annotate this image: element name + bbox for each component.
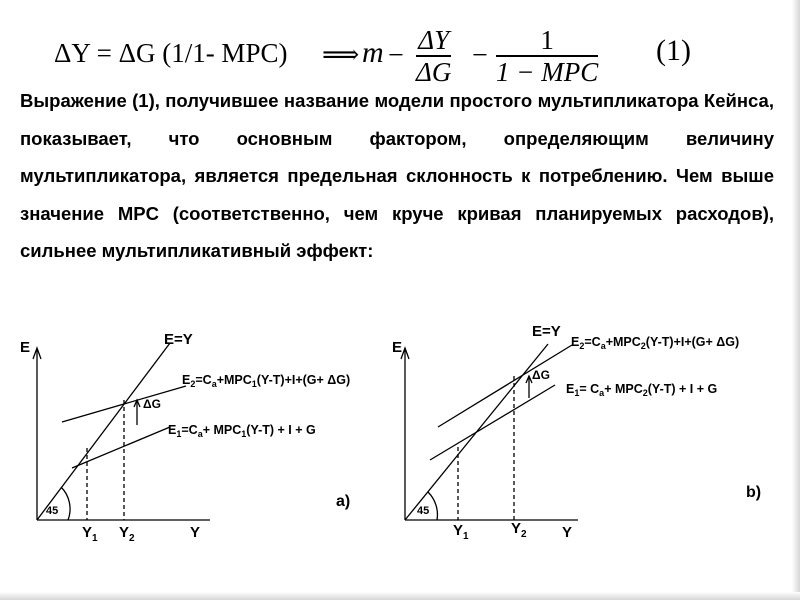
e1-part: (Y-T) + I + G: [246, 423, 316, 437]
label-y2: [511, 520, 527, 540]
fraction-numerator: 1: [540, 25, 554, 55]
e2-subscript: 2: [579, 341, 585, 351]
e1-letter: E: [168, 423, 177, 437]
y1-subscript: 1: [463, 531, 469, 542]
formula-simple: ΔY = ΔG (1/1- MPC): [54, 38, 288, 68]
line-e1: [430, 385, 555, 460]
label-e-equals-y: E=Y: [532, 323, 561, 340]
angle-arc: [428, 492, 437, 520]
equation-number: (1): [656, 34, 691, 67]
implies-arrow: ⟹: [322, 40, 360, 70]
e1-letter: E: [566, 382, 575, 396]
panel-label-b: b): [746, 484, 762, 501]
e1-part: + MPC: [604, 382, 643, 396]
e2-part: +MPC: [605, 335, 641, 349]
axis-label-e: E: [392, 339, 403, 356]
e2-subscript-mpc: 1: [251, 379, 257, 389]
label-delta-g: ΔG: [143, 397, 161, 411]
axis-label-y: Y: [562, 524, 573, 541]
e2-part: +MPC: [216, 373, 252, 387]
e1-subscript: 1: [574, 388, 580, 398]
axis-label-y: Y: [190, 524, 201, 541]
y1-letter: Y: [453, 522, 464, 539]
y1-subscript: 1: [92, 533, 98, 544]
e1-subscript-a: a: [599, 388, 605, 398]
e2-letter: E: [182, 373, 191, 387]
e2-part: (Y-T)+I+(G+ ΔG): [256, 373, 351, 387]
e2-part: =C: [195, 373, 212, 387]
y2-letter: Y: [119, 524, 130, 541]
formula-equals-sign: −: [388, 40, 404, 71]
e2-subscript-a: a: [211, 379, 217, 389]
formula-m: m: [362, 36, 384, 69]
label-e-equals-y: E=Y: [164, 331, 193, 348]
e2-letter: E: [571, 335, 580, 349]
y2-subscript: 2: [129, 533, 135, 544]
label-45-degrees: 45: [46, 505, 59, 517]
e2-subscript-a: a: [600, 341, 606, 351]
label-e2: [571, 335, 739, 351]
e1-subscript-mpc: 2: [642, 388, 648, 398]
e2-part: (Y-T)+I+(G+ ΔG): [645, 335, 740, 349]
slide-shadow-right: [792, 0, 800, 600]
e1-part: =C: [181, 423, 198, 437]
e2-subscript: 2: [190, 379, 196, 389]
label-e1: [566, 382, 717, 398]
panel-label-a: a): [336, 493, 351, 510]
slide-shadow-bottom: [0, 592, 800, 600]
e1-subscript-a: a: [197, 429, 203, 439]
fraction-denominator: 1 − MPC: [496, 56, 599, 87]
y1-letter: Y: [82, 524, 93, 541]
e2-subscript-mpc: 2: [640, 341, 646, 351]
label-45-degrees: 45: [417, 505, 430, 517]
e1-part: = C: [579, 382, 600, 396]
e1-part: (Y-T) + I + G: [647, 382, 718, 396]
label-y1: [453, 522, 469, 542]
e1-subscript: 1: [176, 429, 182, 439]
label-delta-g: ΔG: [532, 368, 550, 382]
formula-equals-sign: −: [472, 40, 488, 71]
fraction-denominator: ΔG: [416, 56, 452, 87]
y2-subscript: 2: [521, 529, 527, 540]
axis-label-e: E: [20, 339, 31, 356]
e1-subscript-mpc: 1: [241, 429, 247, 439]
explanation-paragraph: Выражение (1), получившее название модели простого мультипликатора Кейнса, показывает, что основным фактором, определяющим величину мультипликатора, является предельная склонность к потреблению. Чем выше значение MPC (соответственно, чем круче кривая планируемых расходов), сильнее мультипликативный эффект:: [20, 90, 774, 261]
e1-part: + MPC: [202, 423, 242, 437]
e2-part: =C: [584, 335, 601, 349]
y2-letter: Y: [511, 520, 522, 537]
fraction-numerator: ΔY: [418, 25, 450, 55]
